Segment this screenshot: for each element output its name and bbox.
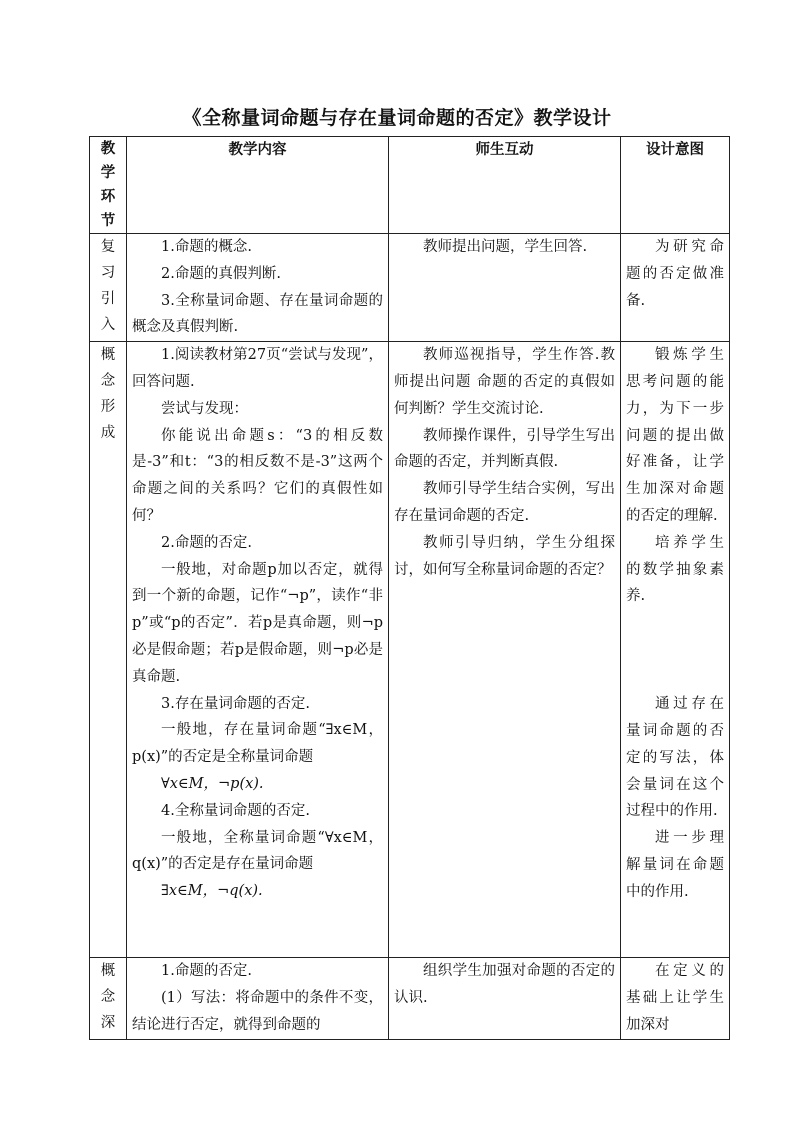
header-content: 教学内容 (127, 137, 389, 234)
stage-concept-formation (90, 342, 127, 958)
formula: ∃x∈M，¬q(x). (161, 883, 263, 900)
header-stage (90, 137, 127, 234)
intent-paragraph: 培养学生的数学抽象素养. (626, 534, 724, 605)
header-stage-char: 节 (100, 212, 116, 229)
interaction-paragraph: 教师引导学生结合实例，写出存在量词命题的否定. (394, 481, 615, 524)
concept-content (127, 342, 389, 958)
header-stage-char: 环 (100, 188, 116, 205)
stage-concept-deepening (90, 958, 127, 1039)
content-paragraph: 4.全称量词命题的否定. (161, 802, 310, 819)
deepening-intent (621, 958, 730, 1039)
intent-paragraph: 锻炼学生思考问题的能力，为下一步问题的提出做好准备，让学生加深对命题的否定的理解. (626, 347, 724, 524)
stage-char: 入 (100, 317, 116, 333)
intent-paragraph: 进一步理解量词在命题中的作用. (626, 830, 724, 900)
stage-char: 深 (100, 1015, 116, 1032)
interaction-paragraph: 教师提出问题，学生回答. (423, 239, 588, 255)
intent-paragraph: 为研究命题的否定做准备. (626, 239, 724, 309)
stage-char: 成 (100, 425, 116, 442)
lesson-plan-table (89, 136, 730, 1040)
interaction-paragraph: 教师引导归纳，学生分组探讨，如何写全称量词命题的否定？ (394, 534, 615, 578)
stage-char: 概 (100, 347, 116, 364)
content-paragraph: 你能说出命题s：“3的相反数是-3”和t：“3的相反数不是-3”这两个命题之间的关系吗？它们的真假性如何？ (132, 427, 383, 524)
header-stage-char: 学 (100, 164, 116, 181)
stage-review (90, 234, 127, 342)
stage-char: 念 (100, 989, 116, 1006)
spacer (626, 610, 724, 691)
review-content (127, 234, 389, 342)
header-interaction: 师生互动 (389, 137, 621, 234)
header-row (90, 137, 730, 234)
content-paragraph: 2.命题的否定. (161, 534, 252, 551)
interaction-paragraph: 组织学生加强对命题的否定的认识. (394, 963, 615, 1006)
deepening-interaction (389, 958, 621, 1039)
review-intent (621, 234, 730, 342)
header-stage-char: 教 (100, 140, 116, 157)
content-paragraph: 2.命题的真假判断. (161, 265, 281, 282)
stage-char: 习 (100, 265, 116, 281)
header-intent: 设计意图 (621, 137, 730, 234)
content-paragraph: 尝试与发现： (161, 400, 248, 417)
stage-char: 念 (100, 373, 116, 390)
review-interaction (389, 234, 621, 342)
content-paragraph: 一般地，全称量词命题“∀x∈M，q(x)”的否定是存在量词命题 (132, 829, 383, 873)
content-paragraph: 一般地，存在量词命题“∃x∈M，p(x)”的否定是全称量词命题 (132, 722, 383, 766)
deepening-content (127, 958, 389, 1039)
stage-char: 复 (100, 239, 116, 255)
row-concept-deepening (90, 958, 730, 1039)
stage-char: 概 (100, 963, 116, 980)
content-paragraph: 1.命题的否定. (161, 963, 252, 980)
row-concept-formation (90, 342, 730, 958)
formula: ∀x∈M，¬p(x). (161, 775, 264, 792)
concept-intent (621, 342, 730, 958)
interaction-paragraph: 教师巡视指导，学生作答.教师提出问题 命题的否定的真假如何判断？学生交流讨论. (394, 347, 615, 417)
stage-char: 引 (100, 291, 116, 307)
document-title: 《全称量词命题与存在量词命题的否定》教学设计 (182, 107, 612, 129)
stage-char: 形 (100, 399, 116, 416)
content-paragraph: 1.阅读教材第27页“尝试与发现”，回答问题. (132, 347, 383, 390)
content-paragraph: 3.存在量词命题的否定. (161, 695, 310, 712)
intent-paragraph: 在定义的基础上让学生加深对 (626, 963, 724, 1033)
interaction-paragraph: 教师操作课件，引导学生写出命题的否定，并判断真假. (394, 427, 615, 471)
content-paragraph: 一般地，对命题p加以否定，就得到一个新的命题，记作“¬p”，读作“非p”或“p的否定”．若p是真命题，则¬p必是假命题；若p是假命题，则¬p必是真命题. (132, 561, 383, 685)
content-paragraph: 3.全称量词命题、存在量词命题的概念及真假判断. (132, 292, 383, 336)
concept-interaction (389, 342, 621, 958)
content-paragraph: 1.命题的概念. (161, 239, 252, 255)
intent-paragraph: 通过存在量词命题的否定的写法，体会量词在这个过程中的作用. (626, 696, 724, 820)
content-paragraph: (1）写法：将命题中的条件不变，结论进行否定，就得到命题的 (132, 989, 383, 1033)
row-review (90, 234, 730, 342)
